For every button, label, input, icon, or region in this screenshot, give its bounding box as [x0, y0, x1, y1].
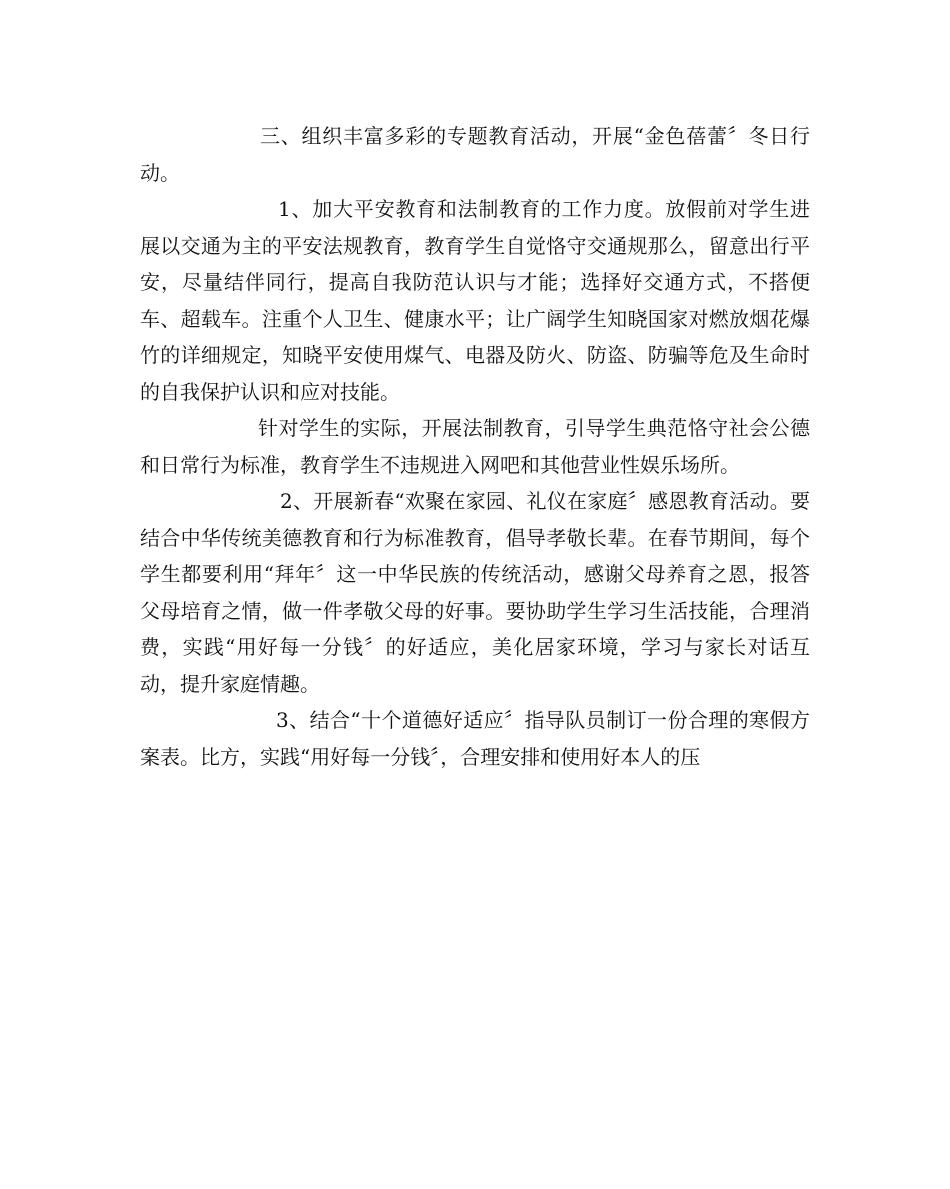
legal-education-paragraph: 针对学生的实际，开展法制教育，引导学生典范恪守社会公德和日常行为标准，教育学生不违规进入网吧和其他营业性娱乐场所。 — [140, 416, 810, 477]
safety-education-paragraph: 1、加大平安教育和法制教育的工作力度。放假前对学生进展以交通为主的平安法规教育，教育学生自觉恪守交通规那么，留意出行平安，尽量结伴同行，提高自我防范认识与才能；选择好交通方式，不搭便车、超载车。注重个人卫生、健康水平；让广阔学生知晓国家对燃放烟花爆竹的详细规定，知晓平安使用煤气、电器及防火、防盗、防骗等危及生命时的自我保护认识和应对技能。 — [140, 197, 810, 404]
gratitude-activity-paragraph: 2、开展新春“欢聚在家园、礼仪在家庭〞感恩教育活动。要结合中华传统美德教育和行为标准教育，倡导孝敬长辈。在春节期间，每个学生都要利用“拜年〞这一中华民族的传统活动，感谢父母养育之恩，报答父母培育之情，做一件孝敬父母的好事。要协助学生学习生活技能，合理消费，实践“用好每一分钱〞的好适应，美化居家环境，学习与家长对话互动，提升家庭情趣。 — [140, 489, 810, 696]
document-body — [140, 118, 810, 775]
winter-plan-paragraph: 3、结合“十个道德好适应〞指导队员制订一份合理的寒假方案表。比方，实践“用好每一分钱〞，合理安排和使用好本人的压 — [140, 708, 810, 769]
section-heading-paragraph: 三、组织丰富多彩的专题教育活动，开展“金色蓓蕾〞冬日行动。 — [140, 124, 810, 185]
